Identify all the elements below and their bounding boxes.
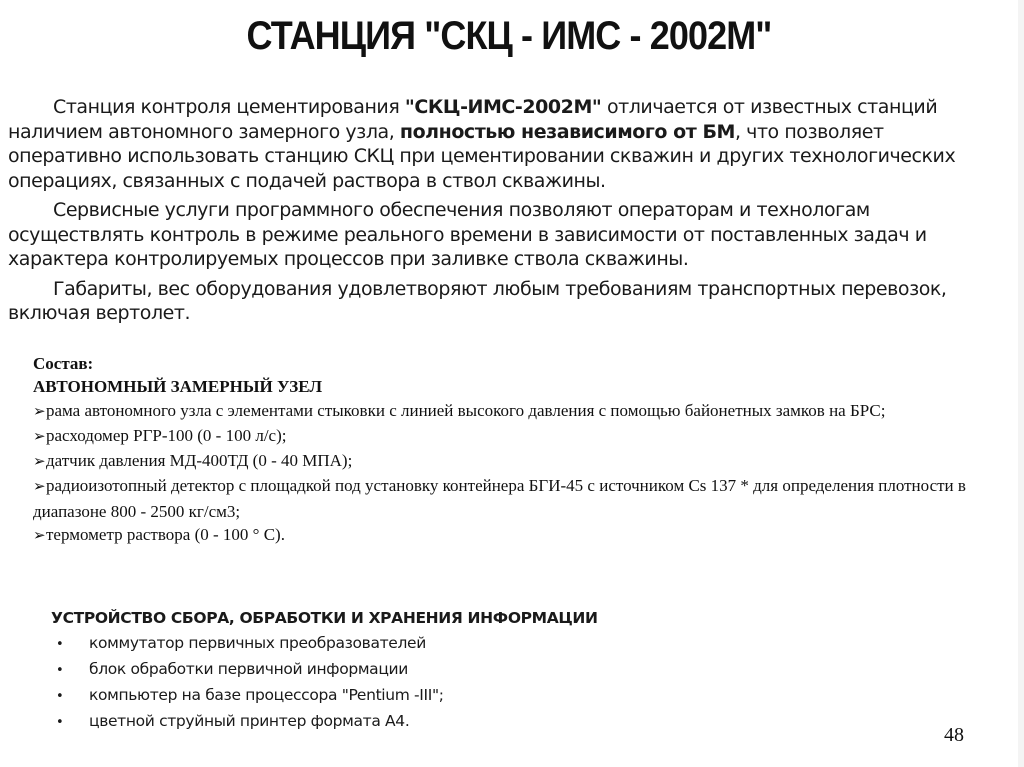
device-section <box>51 606 751 735</box>
composition-item-text: датчик давления МД-400ТД (0 - 40 МПА); <box>46 451 353 471</box>
intro-p1-text-3: , что позволяет оперативно использовать станцию СКЦ при цементировании скважин и других технологических операциях, связанных с подачей раствора в ствол скважины. <box>8 120 956 192</box>
composition-item-text: расходомер РГР-100 (0 - 100 л/с); <box>46 425 287 445</box>
dot-bullet-icon: • <box>56 689 64 704</box>
device-item <box>51 657 751 683</box>
arrow-bullet-icon: ➢ <box>33 428 46 445</box>
intro-paragraph-2: Сервисные услуги программного обеспечения позволяют операторам и технологам осуществлять контроль в режиме реального времени в зависимости от поставленных задач и характера контролируемых процессов при заливке ствола скважины. <box>8 199 927 270</box>
page-number: 48 <box>944 724 964 746</box>
intro-p1-text-2: отличается от известных станций наличием автономного замерного узла, <box>8 96 938 143</box>
arrow-bullet-icon: ➢ <box>33 479 46 496</box>
intro-p1-text-1: Станция контроля цементирования <box>53 96 405 118</box>
dot-bullet-icon: • <box>56 715 64 730</box>
composition-label: Состав: <box>33 354 94 373</box>
intro-p1-bold-model: "СКЦ-ИМС-2002М" <box>404 96 602 118</box>
composition-item <box>33 474 993 523</box>
arrow-bullet-icon: ➢ <box>33 528 46 545</box>
composition-item <box>33 399 993 424</box>
arrow-bullet-icon: ➢ <box>33 403 46 420</box>
composition-item <box>33 449 993 474</box>
slide-title: СТАНЦИЯ "СКЦ - ИМС - 2002М" <box>246 14 772 58</box>
arrow-bullet-icon: ➢ <box>33 454 46 471</box>
composition-section <box>33 352 993 548</box>
intro-paragraph-1 <box>8 95 998 193</box>
composition-item-text: радиоизотопный детектор с площадкой под установку контейнера БГИ-45 с источником Cs 137 * для определения плотности в диапазоне 800 - 2500 кг/см3; <box>33 476 966 521</box>
intro-paragraph-3: Габариты, вес оборудования удовлетворяют любым требованиям транспортных перевозок, включая вертолет. <box>8 277 947 324</box>
device-list <box>51 631 751 735</box>
composition-item-text: термометр раствора (0 - 100 ° С). <box>46 525 285 545</box>
composition-item <box>33 523 993 548</box>
composition-heading: АВТОНОМНЫЙ ЗАМЕРНЫЙ УЗЕЛ <box>33 377 323 397</box>
intro-text <box>8 95 998 331</box>
composition-item-text: рама автономного узла с элементами стыковки с линией высокого давления с помощью байонетных замков на БРС; <box>46 400 886 420</box>
dot-bullet-icon: • <box>56 637 64 652</box>
device-item <box>51 683 751 709</box>
device-item <box>51 631 751 657</box>
intro-p1-bold-independent: полностью независимого от БМ <box>399 120 735 143</box>
device-item <box>51 709 751 735</box>
device-item-text: цветной струйный принтер формата А4. <box>89 712 410 730</box>
device-heading: УСТРОЙСТВО СБОРА, ОБРАБОТКИ И ХРАНЕНИЯ ИНФОРМАЦИИ <box>51 609 598 627</box>
device-item-text: блок обработки первичной информации <box>89 660 408 678</box>
composition-item <box>33 424 993 449</box>
dot-bullet-icon: • <box>56 663 64 678</box>
device-item-text: коммутатор первичных преобразователей <box>89 634 426 652</box>
device-item-text: компьютер на базе процессора "Pentium -III"; <box>89 686 444 704</box>
